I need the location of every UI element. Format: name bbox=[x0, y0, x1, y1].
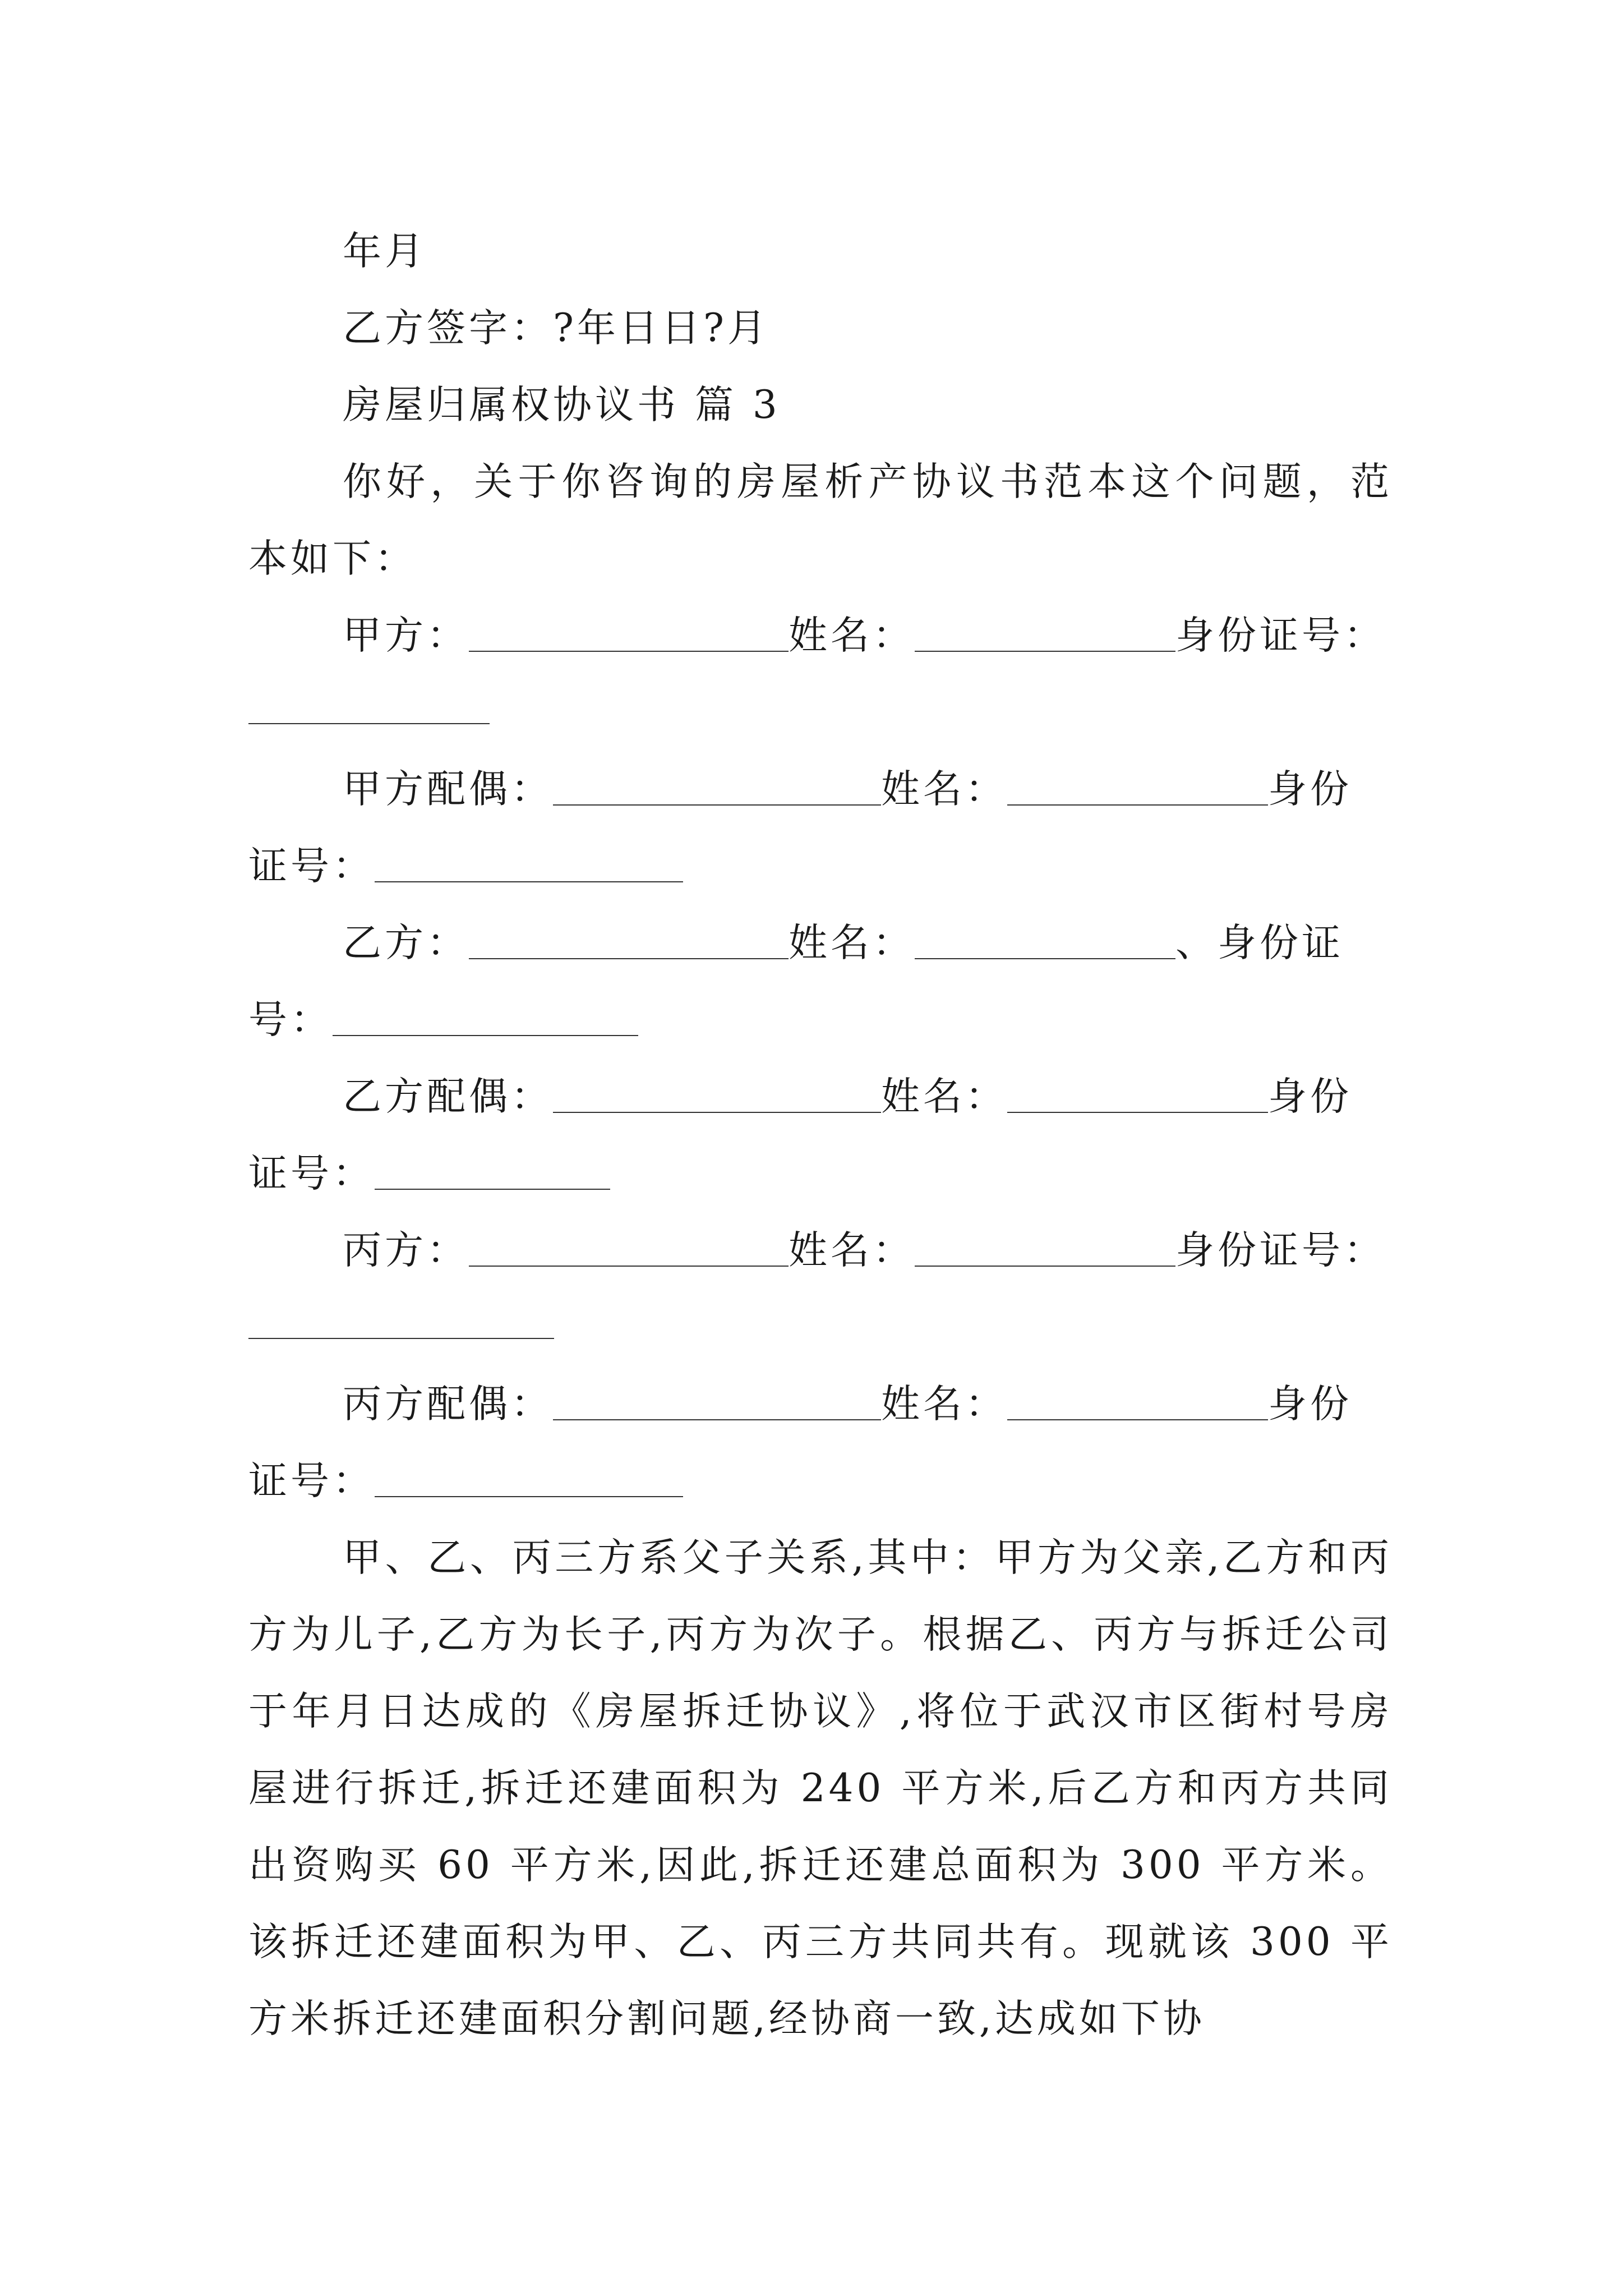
party-a-spouse-blank bbox=[553, 804, 881, 806]
party-b-spouse-blank bbox=[553, 1112, 881, 1113]
party-b-spouse-id-line bbox=[248, 1135, 1393, 1212]
party-a-spouse-line bbox=[248, 751, 1393, 828]
id-label-second: 证号： bbox=[248, 844, 375, 889]
name-label: 姓名： bbox=[789, 1228, 915, 1273]
party-b-id-line bbox=[248, 982, 1393, 1059]
party-a-name-blank bbox=[915, 651, 1175, 652]
name-label: 姓名： bbox=[881, 1382, 1007, 1427]
party-c-label: 丙方： bbox=[343, 1228, 469, 1273]
name-label: 姓名： bbox=[881, 1074, 1007, 1119]
party-a-blank bbox=[469, 651, 789, 652]
id-label-second: 证号： bbox=[248, 1151, 375, 1196]
party-a-spouse-name-blank bbox=[1007, 804, 1268, 806]
party-b-spouse-label: 乙方配偶： bbox=[343, 1074, 553, 1119]
document-body bbox=[248, 213, 1393, 2058]
id-label-second: 证号： bbox=[248, 1458, 375, 1503]
party-c-spouse-id-line bbox=[248, 1443, 1393, 1520]
name-label: 姓名： bbox=[789, 921, 915, 965]
party-c-line bbox=[248, 1212, 1393, 1289]
party-a-spouse-id-line bbox=[248, 828, 1393, 905]
name-label: 姓名： bbox=[789, 613, 915, 658]
party-b-name-blank bbox=[915, 958, 1175, 959]
id-label-b-first: 、身份证 bbox=[1175, 921, 1344, 965]
party-b-label: 乙方： bbox=[343, 921, 469, 965]
party-c-spouse-blank bbox=[553, 1419, 881, 1420]
name-label: 姓名： bbox=[881, 767, 1007, 812]
party-b-line bbox=[248, 905, 1393, 982]
party-a-spouse-label: 甲方配偶： bbox=[343, 767, 553, 812]
party-b-spouse-id-blank bbox=[375, 1189, 610, 1190]
id-label-first: 身份 bbox=[1268, 1382, 1352, 1427]
party-a-line bbox=[248, 597, 1393, 674]
party-a-id-blank bbox=[248, 723, 490, 724]
party-c-id-line bbox=[248, 1289, 1393, 1366]
party-a-label: 甲方： bbox=[343, 613, 469, 658]
agreement-body-paragraph: 甲、乙、丙三方系父子关系,其中：甲方为父亲,乙方和丙方为儿子,乙方为长子,丙方为次子。根据乙、丙方与拆迁公司于年月日达成的《房屋拆迁协议》,将位于武汉市区街村号房屋进行拆迁,拆迁还建面积为 240 平方米,后乙方和丙方共同出资购买 60 平方米,因此,拆迁还建总面积为 300 平方米。该拆迁还建面积为甲、乙、丙三方共同共有。现就该 300 平方米拆迁还建面积分割问题,经协商一致,达成如下协 bbox=[248, 1535, 1393, 2041]
party-a-spouse-id-blank bbox=[375, 881, 683, 882]
party-b-spouse-line bbox=[248, 1059, 1393, 1135]
id-label-first: 身份 bbox=[1268, 767, 1352, 812]
party-c-spouse-id-blank bbox=[375, 1496, 683, 1497]
date-line: 年月 bbox=[343, 229, 427, 274]
id-label: 身份证号： bbox=[1175, 1228, 1386, 1273]
id-label: 身份证号： bbox=[1175, 613, 1386, 658]
party-b-id-blank bbox=[333, 1035, 638, 1036]
id-label-first: 身份 bbox=[1268, 1074, 1352, 1119]
party-c-spouse-line bbox=[248, 1366, 1393, 1443]
signature-line: 乙方签字：?年日日?月 bbox=[343, 306, 769, 351]
party-c-spouse-name-blank bbox=[1007, 1419, 1268, 1420]
party-c-id-blank bbox=[248, 1338, 554, 1339]
intro-paragraph: 你好，关于你咨询的房屋析产协议书范本这个问题，范本如下： bbox=[248, 459, 1393, 581]
party-b-blank bbox=[469, 958, 789, 959]
party-a-id-line bbox=[248, 674, 1393, 751]
section-title: 房屋归属权协议书 篇 3 bbox=[343, 383, 781, 427]
party-b-spouse-name-blank bbox=[1007, 1112, 1268, 1113]
party-c-spouse-label: 丙方配偶： bbox=[343, 1382, 553, 1427]
party-c-name-blank bbox=[915, 1266, 1175, 1267]
party-c-blank bbox=[469, 1266, 789, 1267]
id-label-b-second: 号： bbox=[248, 997, 333, 1042]
